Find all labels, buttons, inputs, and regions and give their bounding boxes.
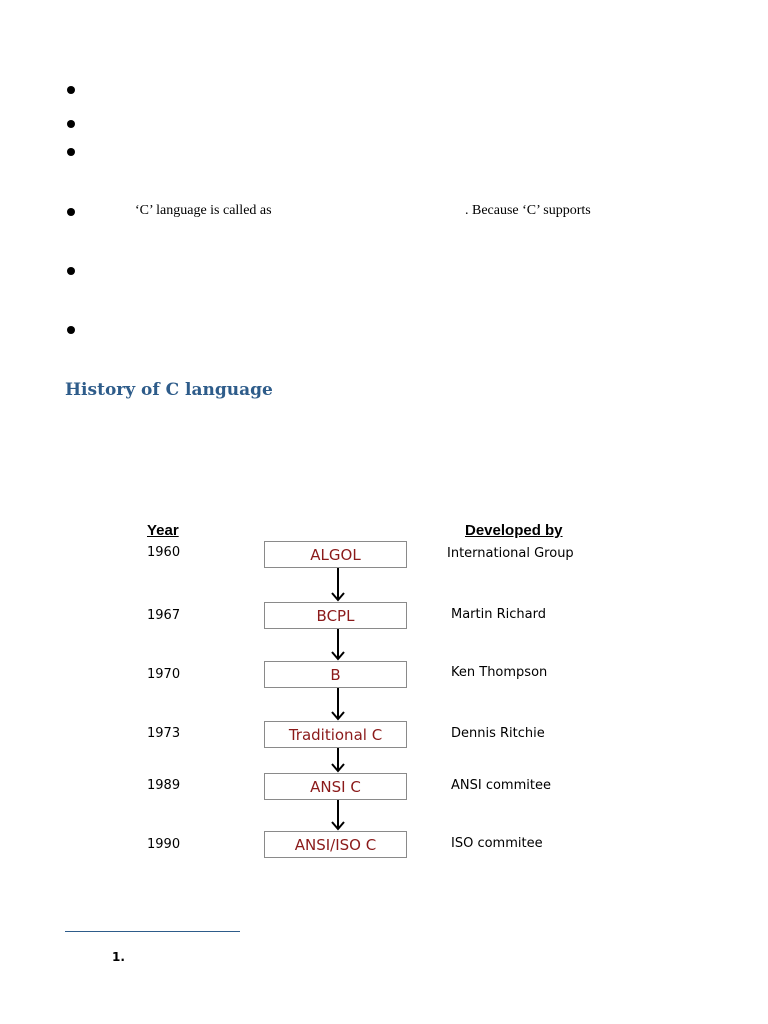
- bullet-4-text-start: ‘C’ language is called as: [135, 203, 272, 218]
- developer-ansi-commitee: ANSI commitee: [451, 778, 551, 793]
- developer-ken-thompson: Ken Thompson: [451, 665, 548, 680]
- year-1973: 1973: [147, 726, 181, 741]
- language-box-b: B: [264, 661, 407, 688]
- year-1970: 1970: [147, 667, 181, 682]
- language-box-traditional-c: Traditional C: [264, 721, 407, 748]
- bullet-4-text-end: . Because ‘C’ supports: [465, 203, 591, 218]
- year-1967: 1967: [147, 608, 181, 623]
- language-box-algol: ALGOL: [264, 541, 407, 568]
- section-heading: History of C language: [65, 380, 273, 400]
- year-1989: 1989: [147, 778, 181, 793]
- year-column-header: Year: [147, 522, 179, 539]
- developer-martin-richard: Martin Richard: [451, 607, 546, 622]
- year-1990: 1990: [147, 837, 181, 852]
- down-arrow-icon: [329, 568, 347, 602]
- developer-international-group: International Group: [447, 546, 574, 561]
- footnote-separator: [65, 931, 240, 932]
- language-box-bcpl: BCPL: [264, 602, 407, 629]
- year-1960: 1960: [147, 545, 181, 560]
- down-arrow-icon: [329, 688, 347, 721]
- down-arrow-icon: [329, 800, 347, 831]
- down-arrow-icon: [329, 629, 347, 661]
- language-box-ansi-c: ANSI C: [264, 773, 407, 800]
- down-arrow-icon: [329, 748, 347, 773]
- language-box-ansi-iso-c: ANSI/ISO C: [264, 831, 407, 858]
- developer-dennis-ritchie: Dennis Ritchie: [451, 726, 545, 741]
- developer-iso-commitee: ISO commitee: [451, 836, 543, 851]
- footnote-number: 1.: [112, 950, 125, 964]
- developer-column-header: Developed by: [465, 522, 563, 539]
